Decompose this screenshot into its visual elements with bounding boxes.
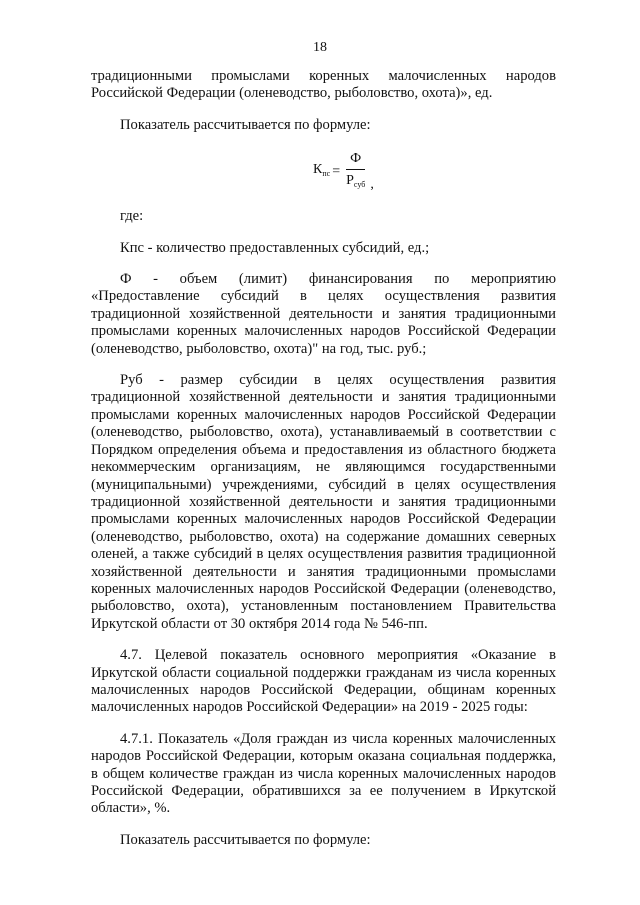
formula-numerator: Ф [346, 150, 365, 169]
where-label: где: [120, 208, 144, 225]
section-4-7: 4.7. Целевой показатель основного мероприятия «Оказание в Иркутской области социальной поддержки гражданам из числа коренных малочисленных народов Российской Федерации, общинам коренных малочисленных народов Российской Федерации» на 2019 - 2025 годы: [91, 647, 556, 716]
formula-intro: Показатель рассчитывается по формуле: [120, 116, 371, 133]
definition-kps: Кпс - количество предоставленных субсидий, ед.; [120, 239, 430, 256]
formula-lhs: $К_{пс}$ [313, 161, 331, 178]
page-number: 18 [313, 40, 327, 55]
section-4-7-1: 4.7.1. Показатель «Доля граждан из числа коренных малочисленных народов Российской Федерации, которым оказана социальная поддержка, в общем количестве граждан из числа коренных малочисленных народов Российской Федерации, обратившихся за ее получением в Иркутской области», %. [91, 730, 556, 817]
formula-lhs-subscript: пс [322, 168, 331, 178]
formula-fraction [342, 150, 369, 193]
formula-denominator-subscript: суб [353, 179, 366, 189]
paragraph-continuation: традиционными промыслами коренных малочисленных народов Российской Федерации (оленеводство, рыболовство, охота)», ед. [91, 68, 556, 102]
formula-kps [313, 150, 374, 193]
formula-equals: = [332, 163, 341, 179]
definition-rsub: Руб - размер субсидии в целях осуществления развития традиционной хозяйственной деятельности и занятия традиционными промыслами коренных малочисленных народов Российской Федерации (оленеводство, рыболовство, охота), устанавливаемый в соответствии с Порядком определения объема и предоставления из областного бюджета некоммерческим организациям, не являющимся государственными (муниципальными) учреждениями, субсидий в целях осуществления традиционной хозяйственной деятельности и занятия традиционными промыслами коренных малочисленных народов Российской Федерации (оленеводство, рыболовство, охота) на содержание домашних северных оленей, а также субсидий в целях осуществления развития традиционной хозяйственной деятельности и занятия традиционными промыслами коренных малочисленных народов Российской Федерации (оленеводство, рыболовство, охота), установленным постановлением Правительства Иркутской области от 30 октября 2014 года № 546-пп. [91, 372, 556, 632]
page-body [91, 68, 556, 863]
definition-f: Ф - объем (лимит) финансирования по мероприятию «Предоставление субсидий в целях осуществления развития традиционной хозяйственной деятельности и занятия традиционными промыслами коренных малочисленных народов Российской Федерации (оленеводство, рыболовство, охота)" на год, тыс. руб.; [91, 271, 556, 357]
formula-block [91, 148, 556, 196]
formula-trailing-comma: , [370, 176, 374, 192]
formula-intro-2: Показатель рассчитывается по формуле: [120, 831, 371, 848]
formula-denominator: $Р_{суб}$ [346, 172, 366, 189]
